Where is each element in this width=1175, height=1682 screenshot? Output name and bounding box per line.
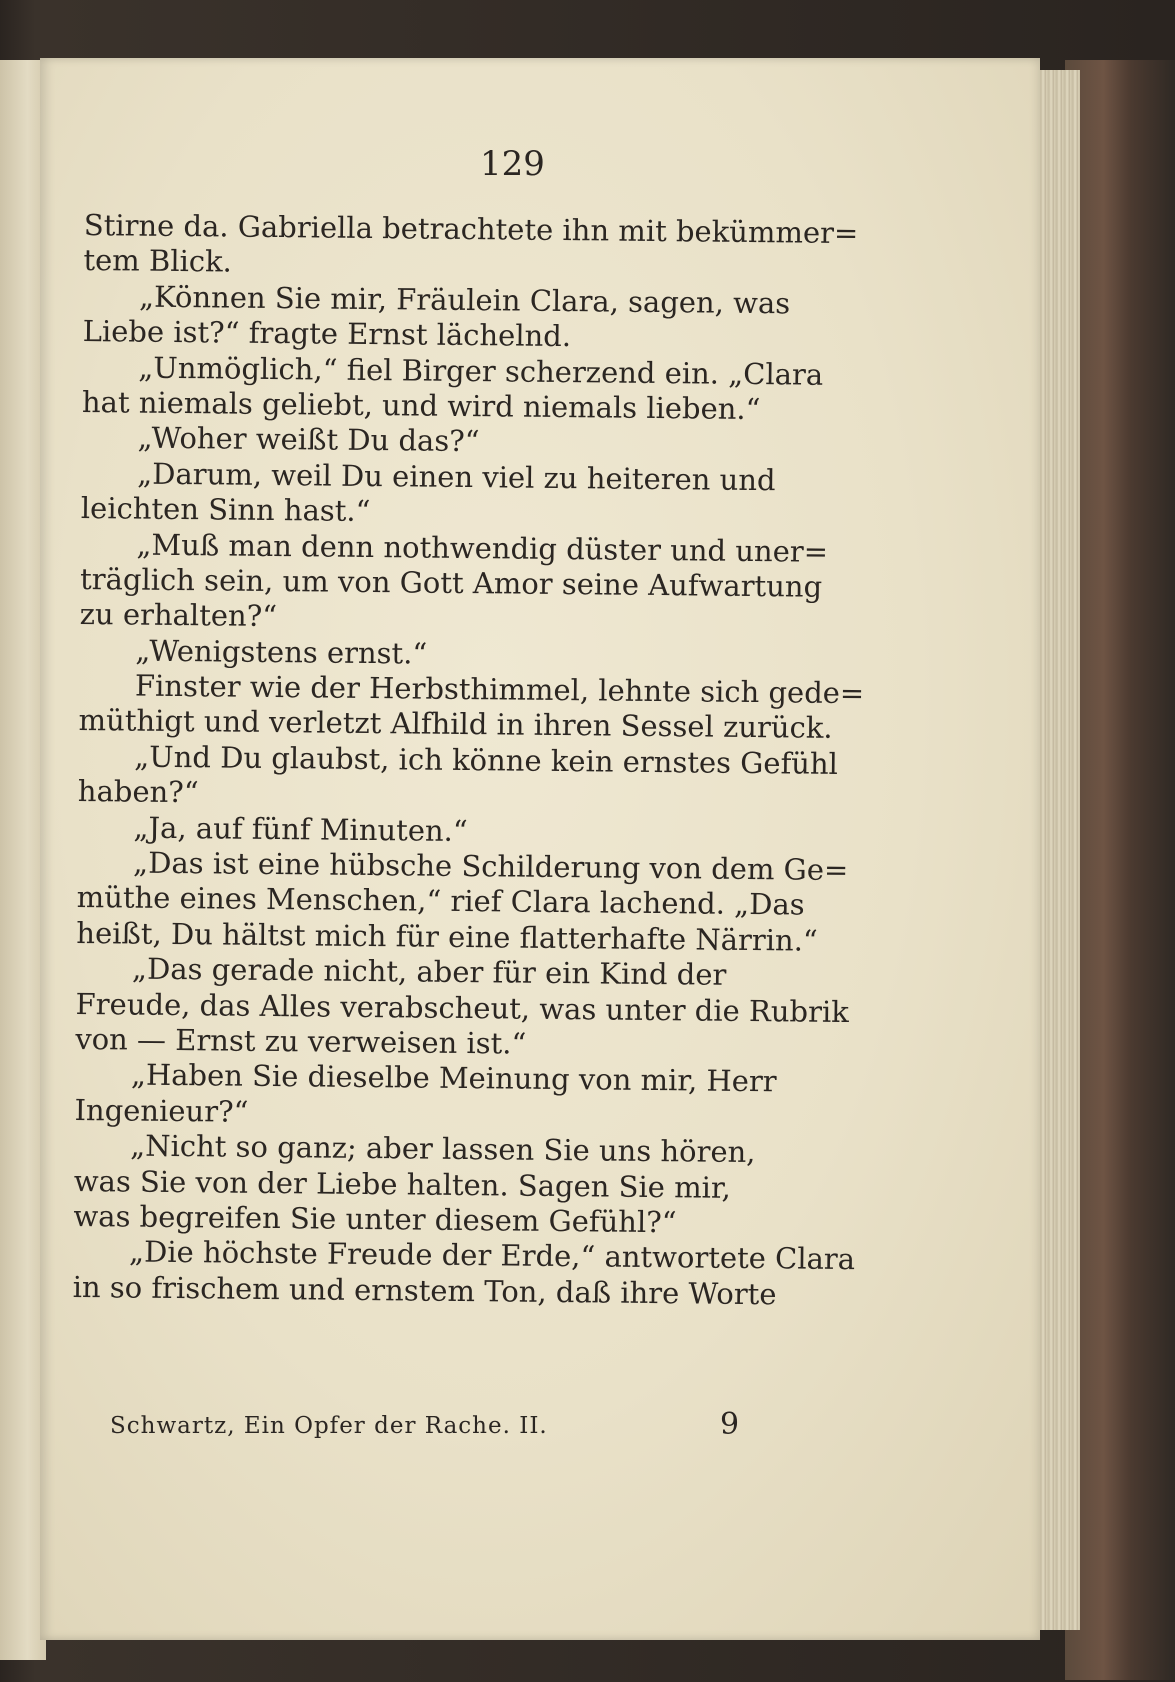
text-line: müthe eines Menschen,“ rief Clara lachend. „Das — [76, 880, 805, 923]
text-line: Liebe ist?“ fragte Ernst lächelnd. — [82, 314, 572, 354]
text-line: Freude, das Alles verabscheut, was unter die Rubrik — [75, 986, 849, 1029]
text-line: was Sie von der Liebe halten. Sagen Sie mir, — [73, 1163, 732, 1205]
page-number: 129 — [480, 144, 545, 184]
text-line: müthigt und verletzt Alfhild in ihren Sessel zurück. — [78, 703, 833, 746]
text-line: „Muß man denn nothwendig düster und uner= — [136, 527, 829, 569]
book-page — [40, 58, 1040, 1640]
text-line: „Unmöglich,“ fiel Birger scherzend ein. „Clara — [138, 350, 824, 392]
text-line: „Nicht so ganz; aber lassen Sie uns hören, — [130, 1128, 756, 1170]
text-line: „Woher weißt Du das?“ — [137, 420, 480, 459]
sheet-number: 9 — [720, 1407, 740, 1442]
text-line: „Wenigstens ernst.“ — [135, 633, 428, 671]
text-line: was begreifen Sie unter diesem Gefühl?“ — [73, 1198, 677, 1240]
text-line: tem Blick. — [83, 243, 233, 279]
text-line: zu erhalten?“ — [79, 597, 278, 634]
text-line: in so frischem und ernstem Ton, daß ihre Worte — [72, 1269, 777, 1312]
text-line: „Das ist eine hübsche Schilderung von dem Ge= — [132, 845, 849, 888]
text-line: haben?“ — [77, 774, 199, 810]
text-line: hat niemals geliebt, und wird niemals lieben.“ — [81, 384, 761, 427]
body-text — [73, 208, 954, 1314]
text-line: von — Ernst zu verweisen ist.“ — [75, 1021, 527, 1061]
text-line: Ingenieur?“ — [74, 1092, 249, 1129]
book-cover-edge — [1065, 60, 1175, 1680]
text-line: „Das gerade nicht, aber für ein Kind der — [131, 951, 727, 992]
signature-line: Schwartz, Ein Opfer der Rache. II. — [110, 1413, 548, 1439]
text-line: „Ja, auf fünf Minuten.“ — [133, 810, 468, 848]
text-line: „Die höchste Freude der Erde,“ antwortete Clara — [128, 1234, 856, 1277]
text-line: träglich sein, um von Gott Amor seine Aufwartung — [79, 561, 823, 604]
text-line: „Haben Sie dieselbe Meinung von mir, Herr — [130, 1057, 777, 1099]
text-line: „Und Du glaubst, ich könne kein ernstes Gefühl — [134, 739, 839, 781]
text-line: heißt, Du hältst mich für eine flatterhafte Närrin.“ — [76, 915, 818, 958]
text-line: leichten Sinn hast.“ — [80, 491, 371, 529]
text-line: Stirne da. Gabriella betrachtete ihn mit bekümmer= — [83, 208, 859, 251]
text-line: Finster wie der Herbsthimmel, lehnte sich gede= — [134, 668, 865, 711]
text-line: „Darum, weil Du einen viel zu heiteren und — [137, 456, 776, 497]
text-line: „Können Sie mir, Fräulein Clara, sagen, was — [138, 279, 791, 321]
